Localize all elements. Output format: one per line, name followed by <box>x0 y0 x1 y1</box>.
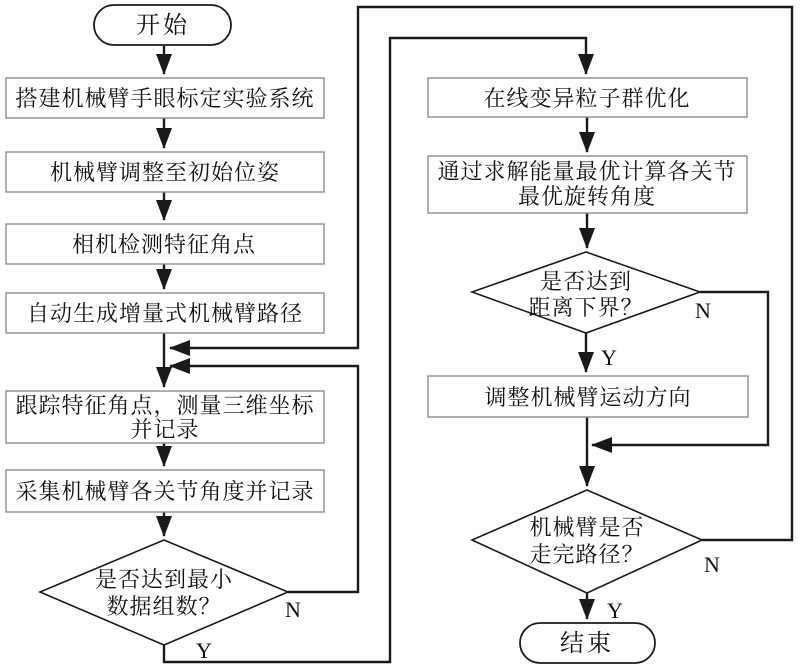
path-complete-label-line1: 机械臂是否 <box>529 515 645 540</box>
distance-bound-yes-label: Y <box>601 345 617 370</box>
start-terminal-label: 开始 <box>136 13 190 39</box>
min-datasets-label-line2: 数据组数？ <box>106 594 222 619</box>
collect-angles-label: 采集机械臂各关节角度并记录 <box>15 479 315 504</box>
distance-bound-label-line2: 距离下界？ <box>528 295 644 320</box>
online-pso-label: 在线变异粒子群优化 <box>483 86 691 111</box>
min-datasets-label-line1: 是否达到最小 <box>94 567 234 592</box>
detect-corners-label: 相机检测特征角点 <box>71 232 257 257</box>
energy-optimal-label-line2: 最优旋转角度 <box>517 184 657 209</box>
min-datasets-no-label: N <box>285 597 301 622</box>
track-corners-label-line1: 跟踪特征角点，测量三维坐标 <box>15 393 315 418</box>
end-terminal-label: 结束 <box>560 631 614 657</box>
generate-path-label: 自动生成增量式机械臂路径 <box>26 301 304 326</box>
init-pose-label: 机械臂调整至初始位姿 <box>49 160 281 185</box>
adjust-direction-label: 调整机械臂运动方向 <box>484 385 692 410</box>
path-complete-label-line2: 走完路径？ <box>529 542 645 567</box>
energy-optimal-label-line1: 通过求解能量最优计算各关节 <box>437 159 737 184</box>
distance-bound-label-line1: 是否达到 <box>539 269 633 294</box>
path-complete-yes-label: Y <box>607 598 623 623</box>
track-corners-label-line2: 并记录 <box>130 417 200 442</box>
min-datasets-yes-label: Y <box>196 638 212 663</box>
path-complete-no-label: N <box>704 552 720 577</box>
build-system-label: 搭建机械臂手眼标定实验系统 <box>15 86 315 111</box>
min-datasets-decision <box>40 540 288 645</box>
distance-bound-no-label: N <box>695 298 711 323</box>
